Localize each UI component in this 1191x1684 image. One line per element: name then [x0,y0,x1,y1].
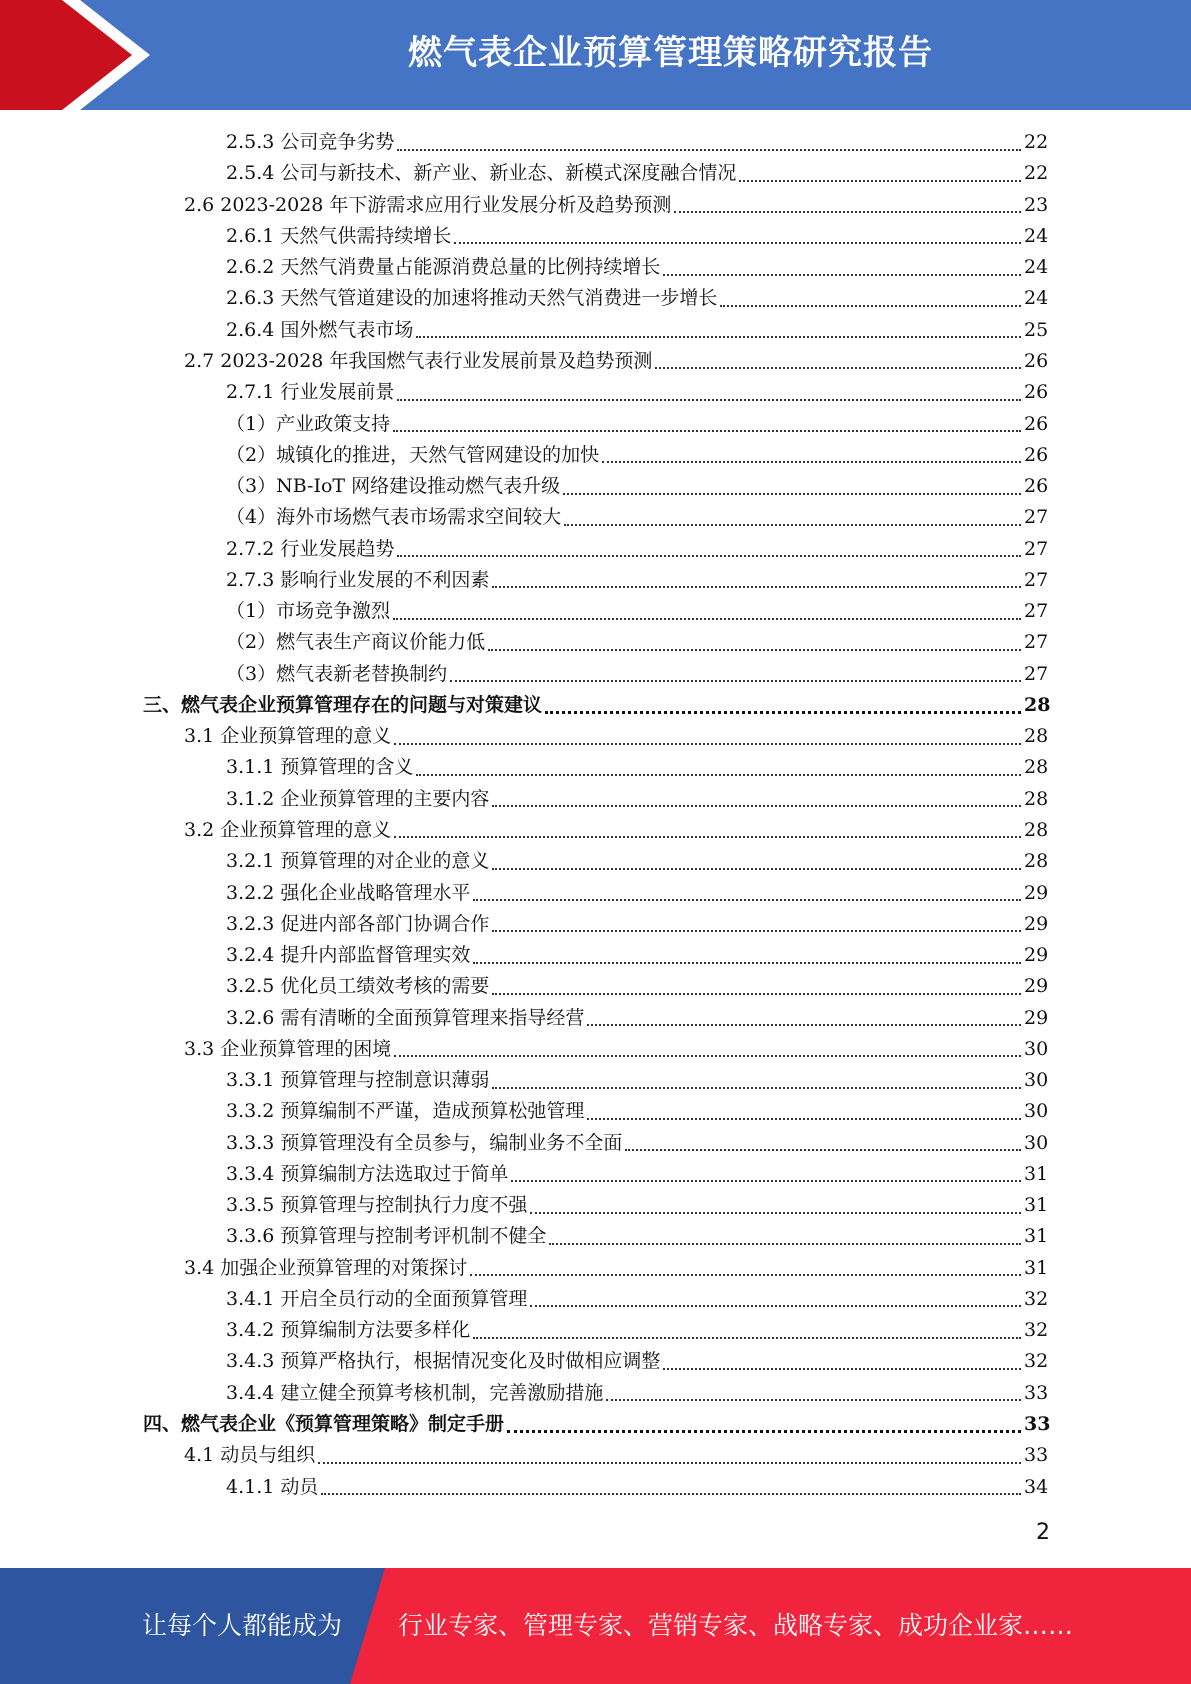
toc-entry-title: 3.1.2 企业预算管理的主要内容 [226,787,490,810]
toc-entry-title: （1）市场竞争激烈 [226,600,391,623]
toc-entry-title: 2.6.1 天然气供需持续增长 [226,224,452,247]
toc-entry-page: 24 [1024,224,1049,247]
toc-entry-title: 3.2.6 需有清晰的全面预算管理来指导经营 [226,1006,585,1029]
toc-entry-title: 2.6.2 天然气消费量占能源消费总量的比例持续增长 [226,256,661,279]
page-header [0,0,1191,110]
toc-entry-page: 30 [1024,1131,1049,1154]
toc-entry-title: 2.7.2 行业发展趋势 [226,537,395,560]
toc-entry-title: 3.4.2 预算编制方法要多样化 [226,1319,471,1342]
toc-dot-leader [454,236,1021,244]
toc-entry[interactable] [0,1471,1191,1502]
toc-entry-title: 4.1 动员与组织 [184,1444,316,1467]
toc-entry-page: 23 [1024,193,1049,216]
toc-dot-leader [492,1081,1021,1089]
toc-entry[interactable] [0,1096,1191,1127]
toc-entry-title: 2.5.4 公司与新技术、新产业、新业态、新模式深度融合情况 [226,162,737,185]
toc-entry-title: 3.4 加强企业预算管理的对策探讨 [184,1256,468,1279]
toc-entry-title: （3）NB-IoT 网络建设推动燃气表升级 [226,475,561,498]
toc-entry[interactable] [0,1002,1191,1033]
toc-entry-title: 四、燃气表企业《预算管理策略》制定手册 [143,1413,505,1436]
toc-dot-leader [416,330,1021,338]
toc-dot-leader [473,893,1021,901]
toc-entry-title: 2.5.3 公司竞争劣势 [226,131,395,154]
toc-entry-title: 3.2.3 促进内部各部门协调合作 [226,912,490,935]
toc-dot-leader [473,956,1021,964]
toc-entry[interactable] [0,1190,1191,1221]
toc-entry-title: 3.2.4 提升内部监督管理实效 [226,944,471,967]
footer-slogan-left: 让每个人都能成为 [142,1611,343,1640]
toc-entry-page: 33 [1024,1444,1049,1467]
toc-entry-page: 30 [1024,1100,1049,1123]
toc-entry[interactable] [0,315,1191,346]
toc-entry-page: 27 [1024,537,1049,560]
toc-dot-leader [394,737,1021,745]
toc-entry-page: 26 [1024,443,1049,466]
toc-entry-page: 26 [1024,349,1049,372]
toc-dot-leader [530,1206,1021,1214]
toc-entry[interactable] [0,784,1191,815]
toc-entry[interactable] [0,909,1191,940]
toc-entry[interactable] [0,1159,1191,1190]
toc-entry[interactable] [0,283,1191,314]
toc-entry[interactable] [0,690,1191,721]
toc-dot-leader [492,799,1021,807]
toc-dot-leader [488,643,1021,651]
toc-dot-leader [587,1112,1021,1120]
toc-entry[interactable] [0,1284,1191,1315]
toc-entry[interactable] [0,408,1191,439]
toc-entry-title: 2.6.4 国外燃气表市场 [226,318,414,341]
toc-entry-title: 2.7.3 影响行业发展的不利因素 [226,568,490,591]
toc-dot-leader [564,518,1021,526]
toc-entry[interactable] [0,127,1191,158]
toc-entry-title: 3.1.1 预算管理的含义 [226,756,414,779]
toc-entry-title: 2.6.3 天然气管道建设的加速将推动天然气消费进一步增长 [226,287,718,310]
toc-entry-title: 3.3.5 预算管理与控制执行力度不强 [226,1194,528,1217]
toc-entry[interactable] [0,1440,1191,1471]
toc-entry-page: 32 [1024,1319,1049,1342]
toc-entry-page: 28 [1024,818,1049,841]
toc-entry-title: 3.3.3 预算管理没有全员参与，编制业务不全面 [226,1131,623,1154]
toc-entry-title: 3.3 企业预算管理的困境 [184,1037,392,1060]
toc-entry-page: 29 [1024,912,1049,935]
toc-dot-leader [739,174,1021,182]
toc-entry-page: 28 [1024,787,1049,810]
toc-entry-page: 27 [1024,662,1049,685]
toc-entry-page: 28 [1024,693,1051,716]
toc-dot-leader [587,1018,1021,1026]
toc-entry-page: 22 [1024,162,1049,185]
toc-entry-page: 22 [1024,131,1049,154]
toc-dot-leader [663,1362,1021,1370]
toc-entry-page: 32 [1024,1287,1049,1310]
toc-dot-leader [492,580,1021,588]
toc-dot-leader [492,862,1021,870]
toc-entry-title: 3.1 企业预算管理的意义 [184,725,392,748]
toc-entry-page: 31 [1024,1225,1049,1248]
toc-entry-page: 32 [1024,1350,1049,1373]
toc-entry-page: 28 [1024,725,1049,748]
toc-entry[interactable] [0,1128,1191,1159]
toc-entry-title: 3.2.1 预算管理的对企业的意义 [226,850,490,873]
toc-entry-page: 26 [1024,412,1049,435]
toc-entry-title: 3.4.3 预算严格执行，根据情况变化及时做相应调整 [226,1350,661,1373]
toc-entry[interactable] [0,1315,1191,1346]
toc-entry-title: 3.4.1 开启全员行动的全面预算管理 [226,1287,528,1310]
toc-dot-leader [393,424,1021,432]
toc-entry-page: 29 [1024,881,1049,904]
toc-dot-leader [663,268,1021,276]
toc-entry-page: 30 [1024,1037,1049,1060]
footer-slogan-right: 行业专家、管理专家、营销专家、战略专家、成功企业家…… [398,1611,1074,1640]
toc-entry-page: 31 [1024,1194,1049,1217]
toc-entry-page: 33 [1024,1413,1051,1436]
toc-entry-page: 27 [1024,631,1049,654]
page-number: 2 [1036,1520,1050,1545]
toc-dot-leader [318,1456,1021,1464]
toc-entry[interactable] [0,659,1191,690]
toc-dot-leader [530,1299,1021,1307]
toc-entry-page: 27 [1024,568,1049,591]
toc-entry-page: 29 [1024,944,1049,967]
toc-entry-title: 3.3.4 预算编制方法选取过于简单 [226,1162,509,1185]
toc-entry[interactable] [0,502,1191,533]
toc-entry[interactable] [0,1253,1191,1284]
toc-entry[interactable] [0,377,1191,408]
toc-entry[interactable] [0,1346,1191,1377]
toc-dot-leader [321,1487,1021,1495]
toc-entry[interactable] [0,252,1191,283]
toc-dot-leader [674,205,1021,213]
toc-dot-leader [545,705,1021,714]
toc-dot-leader [507,1424,1021,1433]
toc-entry-title: 3.3.1 预算管理与控制意识薄弱 [226,1069,490,1092]
toc-entry-title: 3.2 企业预算管理的意义 [184,818,392,841]
toc-entry-title: 三、燃气表企业预算管理存在的问题与对策建议 [143,693,543,716]
toc-dot-leader [563,487,1021,495]
toc-entry[interactable] [0,190,1191,221]
toc-entry-page: 24 [1024,287,1049,310]
toc-dot-leader [549,1237,1021,1245]
toc-entry[interactable] [0,815,1191,846]
toc-entry[interactable] [0,533,1191,564]
toc-dot-leader [473,1331,1021,1339]
toc-entry-page: 26 [1024,381,1049,404]
toc-entry[interactable] [0,565,1191,596]
toc-entry-page: 31 [1024,1256,1049,1279]
toc-entry-title: 3.4.4 建立健全预算考核机制，完善激励措施 [226,1381,604,1404]
toc-entry[interactable] [0,1409,1191,1440]
toc-entry[interactable] [0,1221,1191,1252]
toc-entry-title: （1）产业政策支持 [226,412,391,435]
table-of-contents [0,127,1191,1503]
toc-entry-title: 4.1.1 动员 [226,1475,319,1498]
toc-dot-leader [655,361,1021,369]
toc-entry[interactable] [0,1065,1191,1096]
toc-dot-leader [394,830,1021,838]
toc-entry[interactable] [0,158,1191,189]
toc-dot-leader [397,393,1021,401]
toc-dot-leader [492,987,1021,995]
toc-entry-title: 2.7 2023-2028 年我国燃气表行业发展前景及趋势预测 [184,349,653,372]
toc-entry-page: 28 [1024,756,1049,779]
toc-entry[interactable] [0,1378,1191,1409]
toc-entry[interactable] [0,440,1191,471]
toc-entry-page: 25 [1024,318,1049,341]
toc-entry[interactable] [0,1034,1191,1065]
toc-entry-page: 26 [1024,475,1049,498]
toc-entry[interactable] [0,346,1191,377]
toc-entry[interactable] [0,596,1191,627]
toc-dot-leader [416,768,1021,776]
toc-dot-leader [394,1049,1021,1057]
toc-entry-title: 3.3.2 预算编制不严谨，造成预算松弛管理 [226,1100,585,1123]
toc-dot-leader [470,1268,1021,1276]
toc-entry-title: （2）城镇化的推进，天然气管网建设的加快 [226,443,600,466]
toc-dot-leader [450,674,1021,682]
toc-entry[interactable] [0,471,1191,502]
toc-dot-leader [393,612,1021,620]
toc-entry-page: 34 [1024,1475,1049,1498]
toc-entry-page: 30 [1024,1069,1049,1092]
toc-entry-page: 28 [1024,850,1049,873]
toc-entry-page: 29 [1024,1006,1049,1029]
toc-entry[interactable] [0,221,1191,252]
toc-entry-title: （4）海外市场燃气表市场需求空间较大 [226,506,562,529]
toc-entry[interactable] [0,846,1191,877]
toc-dot-leader [720,299,1021,307]
toc-entry-page: 27 [1024,600,1049,623]
toc-entry-title: 3.2.5 优化员工绩效考核的需要 [226,975,490,998]
report-title: 燃气表企业预算管理策略研究报告 [408,33,933,73]
toc-entry[interactable] [0,721,1191,752]
toc-dot-leader [397,549,1021,557]
toc-entry-title: （3）燃气表新老替换制约 [226,662,448,685]
toc-entry[interactable] [0,627,1191,658]
toc-entry-title: 3.2.2 强化企业战略管理水平 [226,881,471,904]
toc-dot-leader [492,924,1021,932]
toc-dot-leader [602,455,1021,463]
toc-dot-leader [397,143,1021,151]
toc-entry-title: 3.3.6 预算管理与控制考评机制不健全 [226,1225,547,1248]
toc-dot-leader [625,1143,1021,1151]
toc-entry[interactable] [0,752,1191,783]
page-footer [0,1568,1191,1684]
toc-dot-leader [606,1393,1021,1401]
toc-entry[interactable] [0,971,1191,1002]
toc-entry-title: 2.7.1 行业发展前景 [226,381,395,404]
toc-entry[interactable] [0,877,1191,908]
toc-entry-page: 27 [1024,506,1049,529]
toc-dot-leader [511,1174,1021,1182]
toc-entry[interactable] [0,940,1191,971]
toc-entry-title: （2）燃气表生产商议价能力低 [226,631,486,654]
toc-entry-page: 31 [1024,1162,1049,1185]
toc-entry-page: 29 [1024,975,1049,998]
toc-entry-page: 33 [1024,1381,1049,1404]
toc-entry-title: 2.6 2023-2028 年下游需求应用行业发展分析及趋势预测 [184,193,672,216]
toc-entry-page: 24 [1024,256,1049,279]
